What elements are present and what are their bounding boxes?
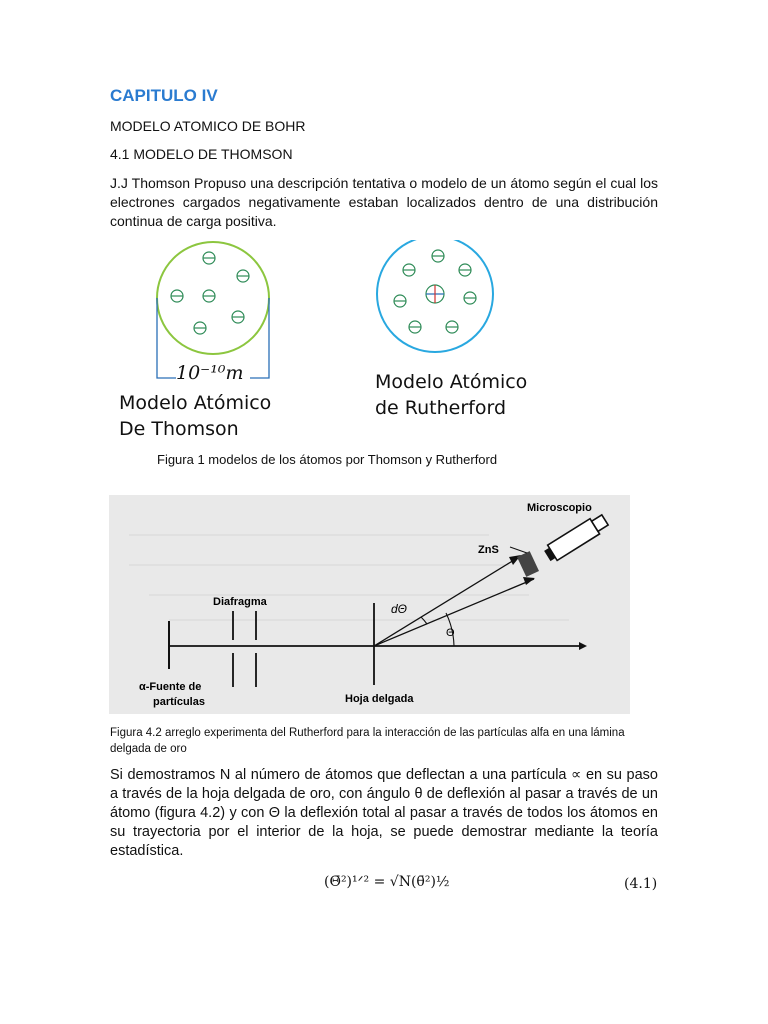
electron bbox=[194, 322, 206, 334]
electron bbox=[403, 264, 415, 276]
figure2-caption: Figura 4.2 arreglo experimenta del Rutherford para la interacción de las partículas alfa en una lámina delgada de oro bbox=[110, 727, 625, 755]
electron bbox=[409, 321, 421, 333]
electron bbox=[432, 250, 444, 262]
zns-label: ZnS bbox=[478, 544, 499, 556]
electron bbox=[203, 252, 215, 264]
electron bbox=[203, 290, 215, 302]
electron bbox=[232, 311, 244, 323]
paragraph-2: Si demostramos N al número de átomos que deflectan a una partícula ∝ en su paso a través de la hoja delgada de oro, con ángulo θ de deflexión al pasar a través de un átomo (figura 4.2) y con Θ la deflexión total al pasar a través de todos los átomos en su trayectoria por el interior de la hoja, se puede demostrar mediante la teoría estadística. bbox=[110, 767, 658, 859]
electron bbox=[171, 290, 183, 302]
chapter-title: CAPITULO IV bbox=[110, 86, 218, 105]
thomson-label-line1: Modelo Atómico bbox=[119, 392, 272, 414]
diaphragm-label: Diafragma bbox=[213, 596, 267, 608]
rutherford-label bbox=[375, 369, 527, 421]
dtheta-label: dΘ bbox=[391, 602, 408, 616]
equation: (Θ̄²)¹ᐟ² = √N(θ̄²)½ bbox=[324, 874, 450, 890]
electron bbox=[459, 264, 471, 276]
source-label-line1: α-Fuente de bbox=[139, 681, 202, 693]
electron bbox=[394, 295, 406, 307]
section-title: 4.1 MODELO DE THOMSON bbox=[110, 146, 293, 162]
microscope-label: Microscopio bbox=[527, 502, 592, 514]
figure1-caption: Figura 1 modelos de los átomos por Thomson y Rutherford bbox=[157, 452, 498, 467]
electron bbox=[464, 292, 476, 304]
theta-label: Θ bbox=[446, 627, 455, 639]
thomson-label-line2: De Thomson bbox=[119, 418, 239, 440]
rutherford-label-line1: Modelo Atómico bbox=[375, 371, 528, 393]
rutherford-label-line2: de Rutherford bbox=[375, 397, 507, 419]
scale-label: 10⁻¹⁰m bbox=[176, 362, 244, 384]
equation-number: (4.1) bbox=[624, 876, 658, 892]
rutherford-experiment-diagram bbox=[109, 495, 630, 714]
foil-label: Hoja delgada bbox=[345, 693, 414, 705]
thomson-label bbox=[119, 390, 271, 442]
thomson-electrons bbox=[171, 252, 249, 334]
electron bbox=[237, 270, 249, 282]
thomson-atom-circle bbox=[157, 242, 269, 354]
intro-paragraph: J.J Thomson Propuso una descripción tentativa o modelo de un átomo según el cual los electrones cargados negativamente estaban localizados dentro de una distribución continua de carga positiva. bbox=[110, 175, 658, 229]
source-label-line2: partículas bbox=[153, 696, 205, 708]
electron bbox=[446, 321, 458, 333]
nucleus bbox=[426, 285, 444, 303]
subtitle: MODELO ATOMICO DE BOHR bbox=[110, 118, 306, 134]
